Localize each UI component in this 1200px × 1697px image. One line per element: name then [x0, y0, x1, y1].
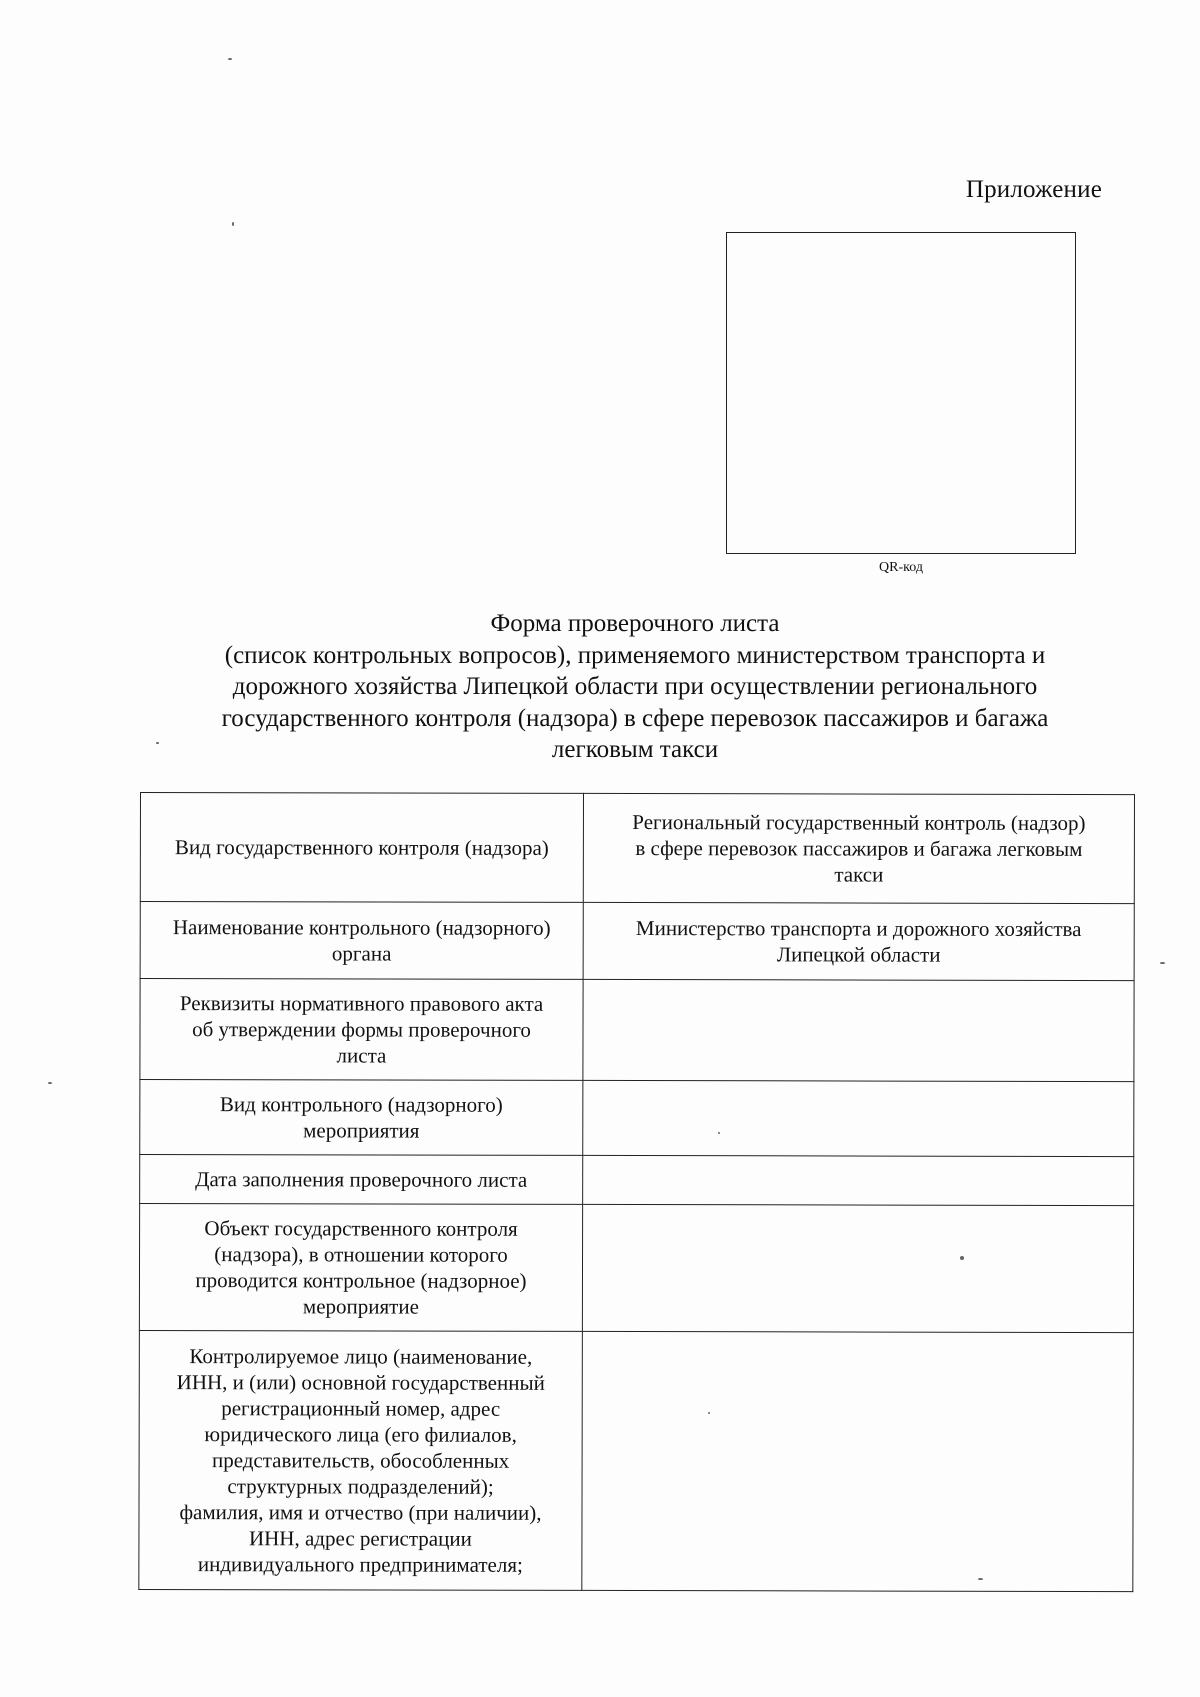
scan-speck: [1160, 962, 1165, 964]
row-label-cell: [140, 979, 583, 1081]
cell-text: Контролируемое лицо (наименование,: [189, 1344, 533, 1369]
cell-text: об утверждении формы проверочного: [192, 1017, 531, 1042]
cell-text: Вид государственного контроля (надзора): [174, 835, 549, 860]
scan-speck: [48, 1082, 52, 1084]
cell-text: такси: [834, 862, 884, 887]
row-value-cell-empty: [583, 979, 1134, 1081]
cell-text: ИНН, и (или) основной государственный: [176, 1370, 545, 1395]
scan-speck: [718, 1132, 720, 1134]
qr-code-placeholder: [726, 232, 1076, 554]
cell-text: листа: [336, 1043, 387, 1068]
form-title-line: легковым такси: [551, 736, 719, 763]
scan-speck: [978, 1578, 983, 1580]
cell-text: Региональный государственный контроль (надзор): [632, 810, 1086, 835]
cell-text: Объект государственного контроля: [204, 1216, 518, 1241]
row-value-cell-empty: [582, 1331, 1134, 1591]
cell-text: Липецкой области: [776, 942, 941, 967]
cell-text: мероприятия: [303, 1118, 420, 1143]
scan-speck: [708, 1412, 710, 1414]
row-value-cell-empty: [582, 1204, 1133, 1332]
form-title-line: (список контрольных вопросов), применяемого министерством транспорта и: [224, 641, 1046, 669]
table-row: [140, 1155, 1134, 1206]
cell-text: структурных подразделений);: [227, 1474, 494, 1499]
cell-text: регистрационный номер, адрес: [221, 1396, 501, 1421]
scan-speck: [156, 742, 159, 744]
table-row: [140, 793, 1134, 904]
cell-text: органа: [331, 941, 392, 966]
form-title-line: государственного контроля (надзора) в сфере перевозок пассажиров и багажа: [221, 704, 1049, 732]
row-label-cell: [140, 1155, 583, 1205]
table-row: [140, 902, 1134, 981]
cell-text: фамилия, имя и отчество (при наличии),: [179, 1500, 542, 1525]
cell-text: проводится контрольное (надзорное): [195, 1268, 527, 1293]
form-title-line: Форма проверочного листа: [490, 610, 780, 637]
cell-text: Министерство транспорта и дорожного хозяйства: [635, 916, 1082, 941]
row-value-cell-empty: [583, 1080, 1134, 1156]
cell-text: Наименование контрольного (надзорного): [172, 915, 551, 940]
cell-text: Дата заполнения проверочного листа: [195, 1167, 528, 1192]
appendix-label: Приложение: [965, 176, 1102, 203]
scan-speck: [960, 1256, 964, 1260]
scan-speck: [228, 58, 232, 60]
cell-text: юридического лица (его филиалов,: [204, 1422, 517, 1447]
table-row: [139, 1330, 1134, 1591]
qr-caption: QR-код: [879, 560, 923, 575]
cell-text: (надзора), в отношении которого: [214, 1242, 508, 1267]
row-value-cell-empty: [583, 1155, 1134, 1205]
row-label-cell: [139, 1204, 582, 1332]
cell-text: представительств, обособленных: [211, 1448, 510, 1473]
table-row: [140, 979, 1134, 1082]
row-value-cell: [583, 793, 1134, 903]
row-label-cell: [140, 902, 583, 980]
row-label-cell: [139, 1330, 583, 1590]
scan-speck: [232, 222, 234, 226]
cell-text: в сфере перевозок пассажиров и багажа легковым: [635, 836, 1083, 861]
cell-text: ИНН, адрес регистрации: [248, 1526, 472, 1551]
table-row: [139, 1204, 1133, 1333]
checklist-table: [138, 792, 1135, 1592]
cell-text: индивидуального предпринимателя;: [197, 1552, 523, 1577]
cell-text: Вид контрольного (надзорного): [219, 1092, 503, 1117]
cell-text: Реквизиты нормативного правового акта: [179, 991, 544, 1016]
row-label-cell: [140, 1080, 583, 1156]
table-row: [140, 1080, 1134, 1157]
cell-text: мероприятие: [302, 1294, 419, 1319]
row-label-cell: [140, 793, 583, 903]
form-title-line: дорожного хозяйства Липецкой области при осуществлении регионального: [232, 673, 1038, 700]
row-value-cell: [583, 902, 1134, 980]
form-title: [140, 608, 1130, 766]
